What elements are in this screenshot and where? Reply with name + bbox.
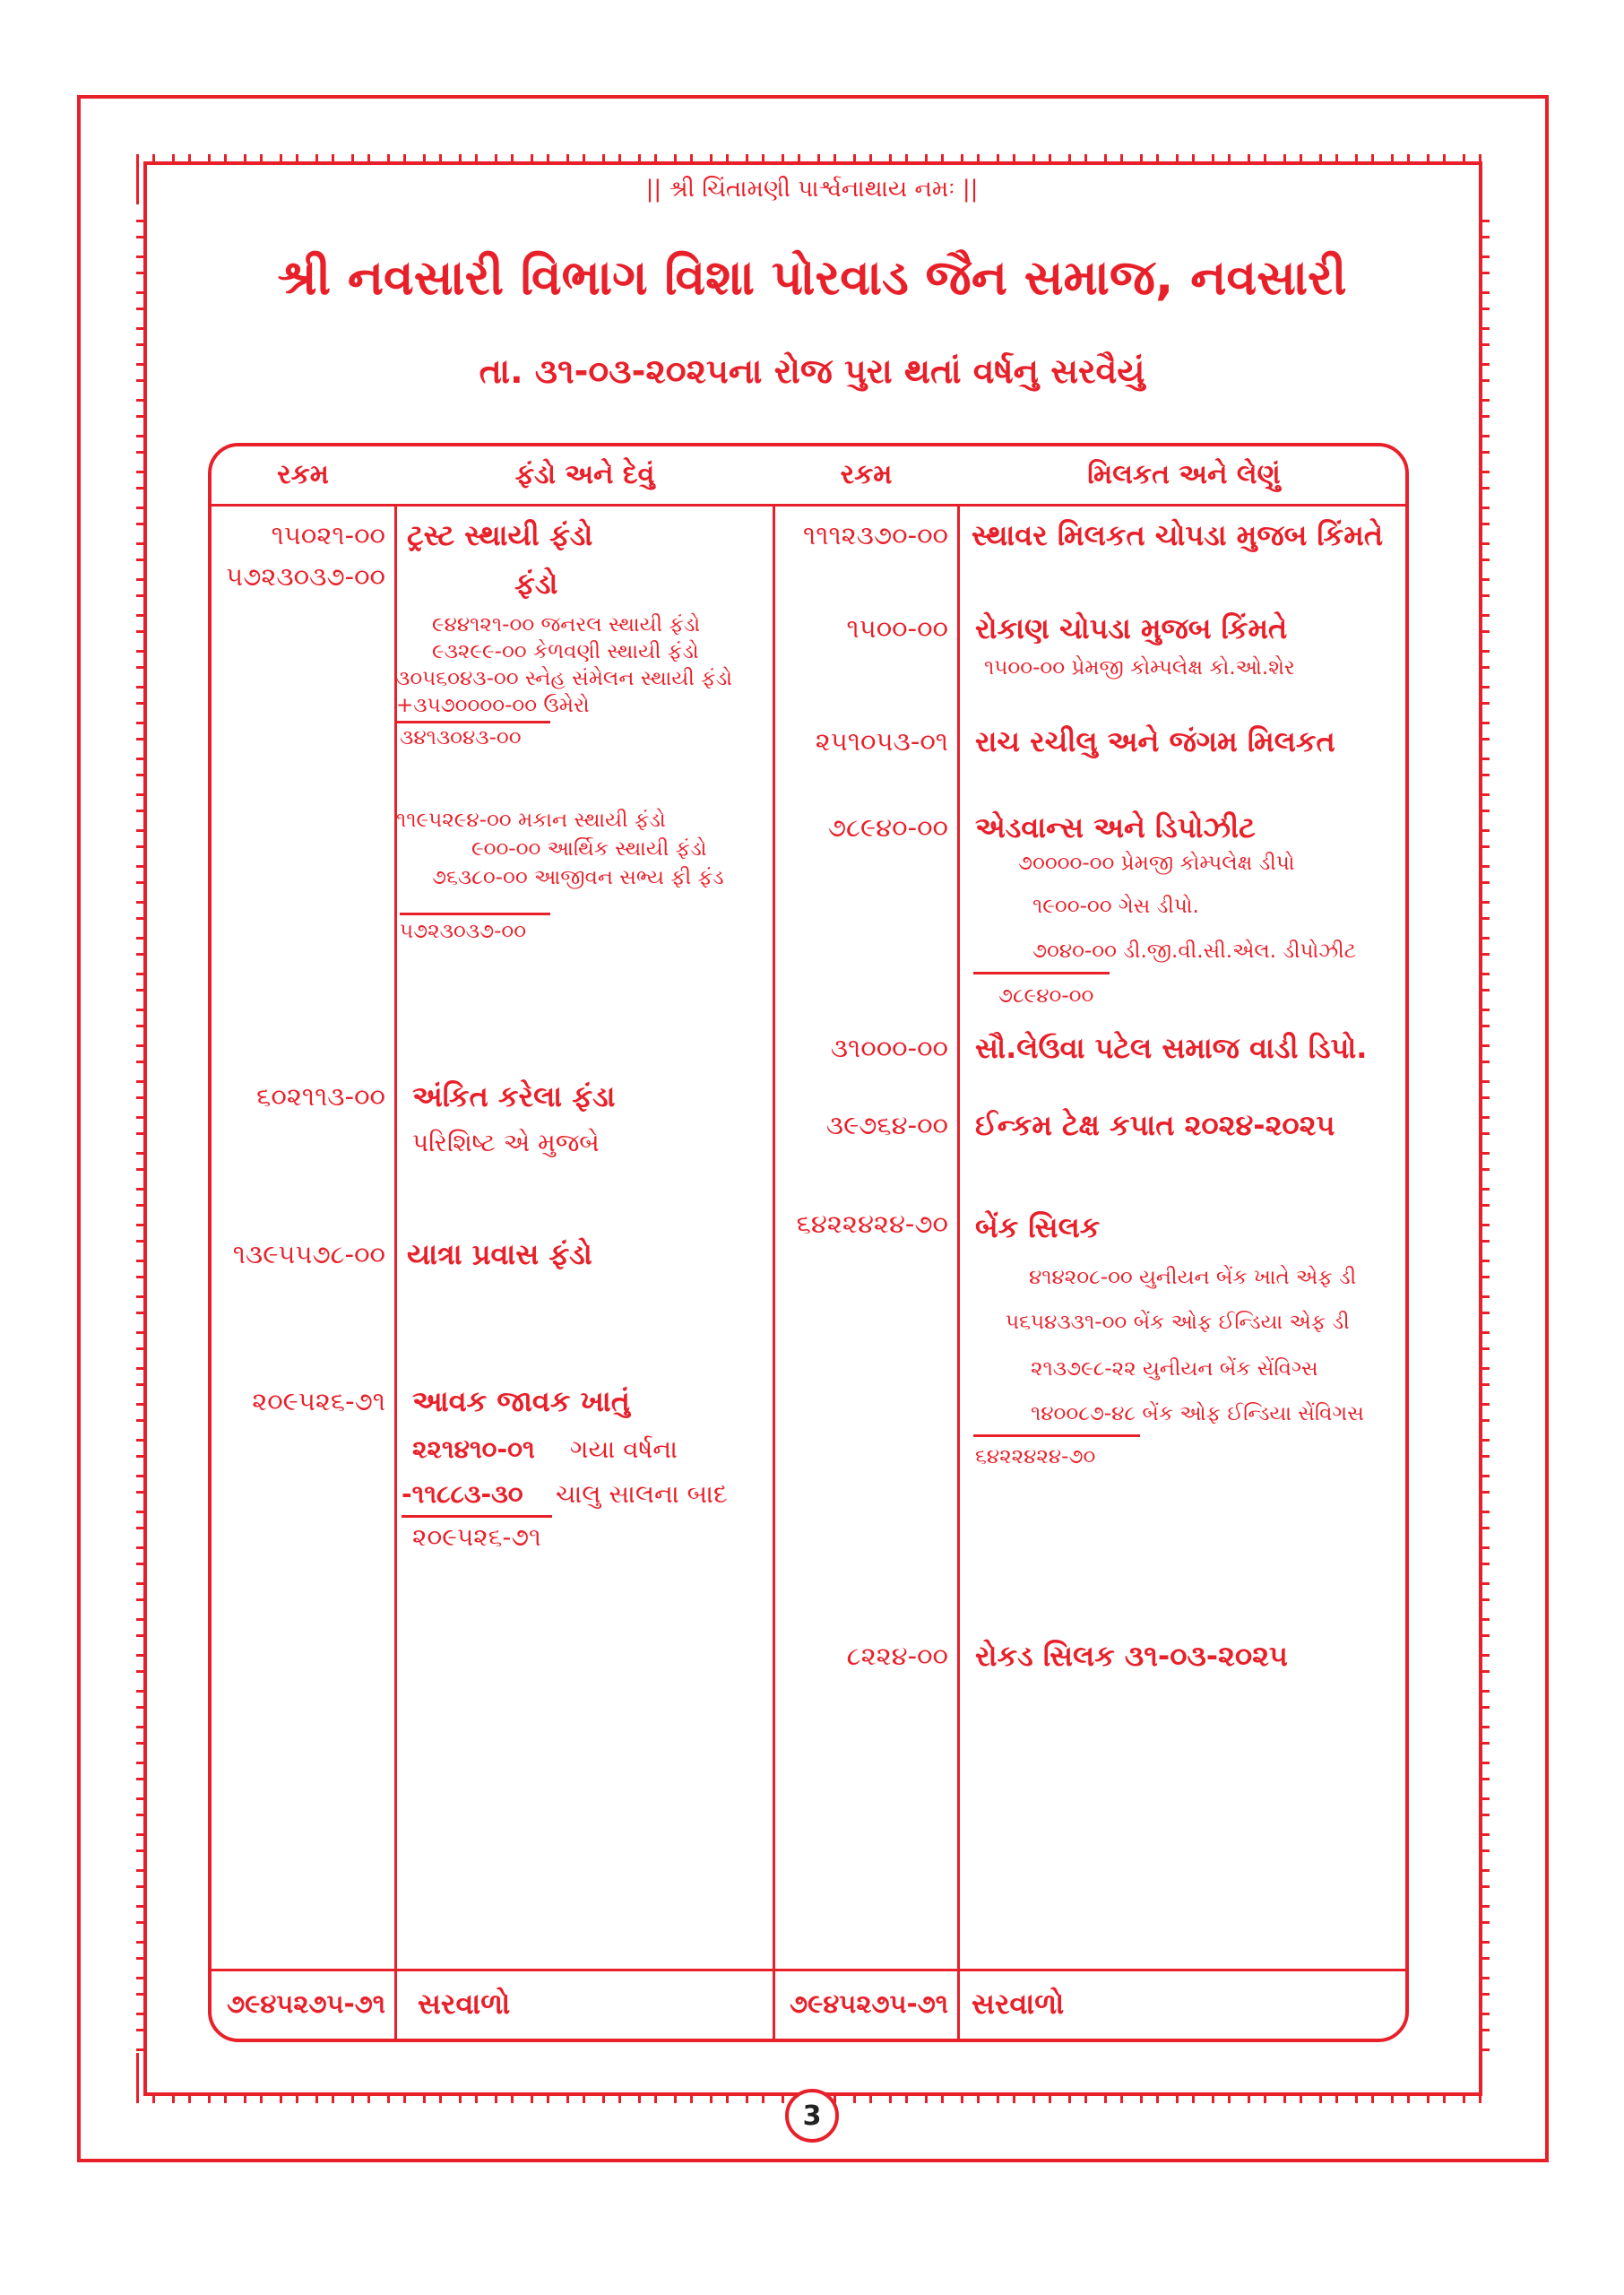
income-expense-label: આવક જાવક ખાતું <box>412 1384 630 1418</box>
ie-prev-amount: ૨૨૧૪૧૦-૦૧ <box>412 1434 535 1464</box>
liabilities-grand-total: ૭૯૪૫૨૭૫-૭૧ <box>227 1988 385 2019</box>
advance-line: ૭૦૪૦-૦૦ ડી.જી.વી.સી.એલ. ડીપોઝીટ <box>1032 940 1357 963</box>
furniture-label: રાચ રચીલુ અને જંગમ મિલકત <box>975 724 1335 758</box>
ie-total: ૨૦૯૫૨૬-૭૧ <box>412 1522 541 1552</box>
underline <box>396 721 550 723</box>
tds-label: ઈન્કમ ટેક્ષ કપાત ૨૦૨૪-૨૦૨૫ <box>975 1108 1335 1142</box>
fund-line: ૯૩૨૯૯-૦૦ કેળવણી સ્થાયી ફંડો <box>432 640 699 663</box>
investment-amount: ૧૫૦૦-૦૦ <box>846 613 948 644</box>
funds-amount: ૫૭૨૩૦૩૭-૦૦ <box>226 561 385 592</box>
bank-balance-amount: ૬૪૨૨૪૨૪-૭૦ <box>796 1208 948 1239</box>
header-liabilities: ફંડો અને દેવું <box>514 459 655 490</box>
liabilities-total-label: સરવાળો <box>418 1987 511 2021</box>
ie-current-label: ચાલુ સાલના બાદ <box>556 1479 728 1509</box>
cash-balance-label: રોકડ સિલક ૩૧-૦૩-૨૦૨૫ <box>975 1639 1288 1673</box>
furniture-amount: ૨૫૧૦૫૩-૦૧ <box>815 726 948 757</box>
underline <box>402 1515 552 1518</box>
yatra-fund-amount: ૧૩૯૫૫૭૮-૦૦ <box>232 1239 385 1269</box>
funds-label: ફંડો <box>514 567 558 601</box>
funds-total: ૫૭૨૩૦૩૭-૦૦ <box>400 920 527 943</box>
investment-label: રોકાણ ચોપડા મુજબ કિંમતે <box>975 611 1288 645</box>
yatra-fund-label: યાત્રા પ્રવાસ ફંડો <box>407 1237 592 1271</box>
marked-fund-label: અંકિત કરેલા ફંડા <box>412 1079 616 1113</box>
ie-prev-label: ગયા વર્ષના <box>570 1434 678 1464</box>
page-title: શ્રી નવસારી વિભાગ વિશા પોરવાડ જૈન સમાજ, નવસારી <box>277 249 1347 306</box>
invocation-line: || શ્રી ચિંતામણી પાર્શ્વનાથાય નમઃ || <box>645 176 979 203</box>
column-divider <box>394 504 397 2039</box>
tds-amount: ૩૯૭૬૪-૦૦ <box>825 1110 948 1140</box>
fund-line: ૧૧૯૫૨૯૪-૦૦ મકાન સ્થાયી ફંડો <box>396 809 666 832</box>
wadi-deposit-label: સૌ.લેઉવા પટેલ સમાજ વાડી ડિપો. <box>975 1031 1368 1065</box>
ie-current-amount: -૧૧૮૮૩-૩૦ <box>402 1479 523 1509</box>
cash-balance-amount: ૮૨૨૪-૦૦ <box>846 1641 948 1671</box>
immovable-amount: ૧૧૧૨૩૭૦-૦૦ <box>803 520 948 550</box>
advance-amount: ૭૮૯૪૦-૦૦ <box>827 812 948 843</box>
advance-label: એડવાન્સ અને ડિપોઝીટ <box>975 810 1256 844</box>
fund-line: ૯૪૪૧૨૧-૦૦ જનરલ સ્થાયી ફંડો <box>432 613 701 637</box>
wadi-deposit-amount: ૩૧૦૦૦-૦૦ <box>830 1033 948 1063</box>
column-divider <box>957 504 960 2039</box>
bank-line: ૫૬૫૪૩૩૧-૦૦ બેંક ઓફ ઈન્ડિયા એફ ડી <box>1006 1311 1350 1334</box>
trust-fund-label: ટ્રસ્ટ સ્થાયી ફંડો <box>407 518 593 552</box>
assets-grand-total: ૭૯૪૫૨૭૫-૭૧ <box>790 1988 948 2019</box>
page-number: 3 <box>785 2089 839 2143</box>
total-divider <box>212 1969 1405 1971</box>
bank-balance-label: બેંક સિલક <box>975 1210 1101 1244</box>
fund-line: ૩૦૫૬૦૪૩-૦૦ સ્નેહ સંમેલન સ્થાયી ફંડો <box>396 667 732 690</box>
underline <box>973 972 1110 974</box>
assets-total-label: સરવાળો <box>972 1987 1065 2021</box>
advance-line: ૭૦૦૦૦-૦૦ પ્રેમજી કોમ્પલેક્ષ ડીપો <box>1018 852 1295 875</box>
investment-sub: ૧૫૦૦-૦૦ પ્રેમજી કોમ્પલેક્ષ કો.ઓ.શેર <box>984 656 1295 680</box>
fund-subtotal: ૩૪૧૩૦૪૩-૦૦ <box>400 726 522 749</box>
marked-fund-amount: ૬૦૨૧૧૩-૦૦ <box>256 1081 385 1112</box>
fund-line: ૭૬૩૮૦-૦૦ આજીવન સભ્ય ફી ફંડ <box>432 866 724 889</box>
header-left-amount: રકમ <box>277 459 329 490</box>
page-subtitle: તા. ૩૧-૦૩-૨૦૨૫ના રોજ પુરા થતાં વર્ષનુ સરવૈયું <box>479 351 1145 391</box>
bank-line: ૪૧૪૨૦૮-૦૦ યુનીયન બેંક ખાતે એફ ડી <box>1029 1266 1357 1289</box>
balance-sheet-table <box>208 443 1409 2042</box>
header-right-amount: રકમ <box>840 459 893 490</box>
fund-line: ૯૦૦-૦૦ આર્થિક સ્થાયી ફંડો <box>471 837 707 861</box>
bank-line: ૧૪૦૦૮૭-૪૮ બેંક ઓફ ઈન્ડિયા સેંવિગસ <box>1031 1402 1364 1425</box>
underline <box>973 1434 1140 1437</box>
advance-line: ૧૯૦૦-૦૦ ગેસ ડીપો. <box>1032 895 1199 918</box>
fund-line: +૩૫૭૦૦૦૦-૦૦ ઉમેરો <box>396 694 590 717</box>
trust-fund-amount: ૧૫૦૨૧-૦૦ <box>271 520 385 550</box>
bank-total: ૬૪૨૨૪૨૪-૭૦ <box>975 1445 1096 1468</box>
header-assets: મિલકત અને લેણું <box>1087 459 1281 490</box>
advance-total: ૭૮૯૪૦-૦૦ <box>998 984 1094 1008</box>
income-expense-amount: ૨૦૯૫૨૬-૭૧ <box>252 1386 385 1416</box>
bank-line: ૨૧૩૭૯૮-૨૨ યુનીયન બેંક સેંવિગ્સ <box>1031 1357 1318 1381</box>
header-divider <box>212 504 1405 507</box>
immovable-label: સ્થાવર મિલકત ચોપડા મુજબ કિંમતે <box>972 518 1384 552</box>
marked-fund-sub: પરિશિષ્ટ એ મુજબે <box>412 1128 600 1157</box>
underline <box>400 913 550 915</box>
